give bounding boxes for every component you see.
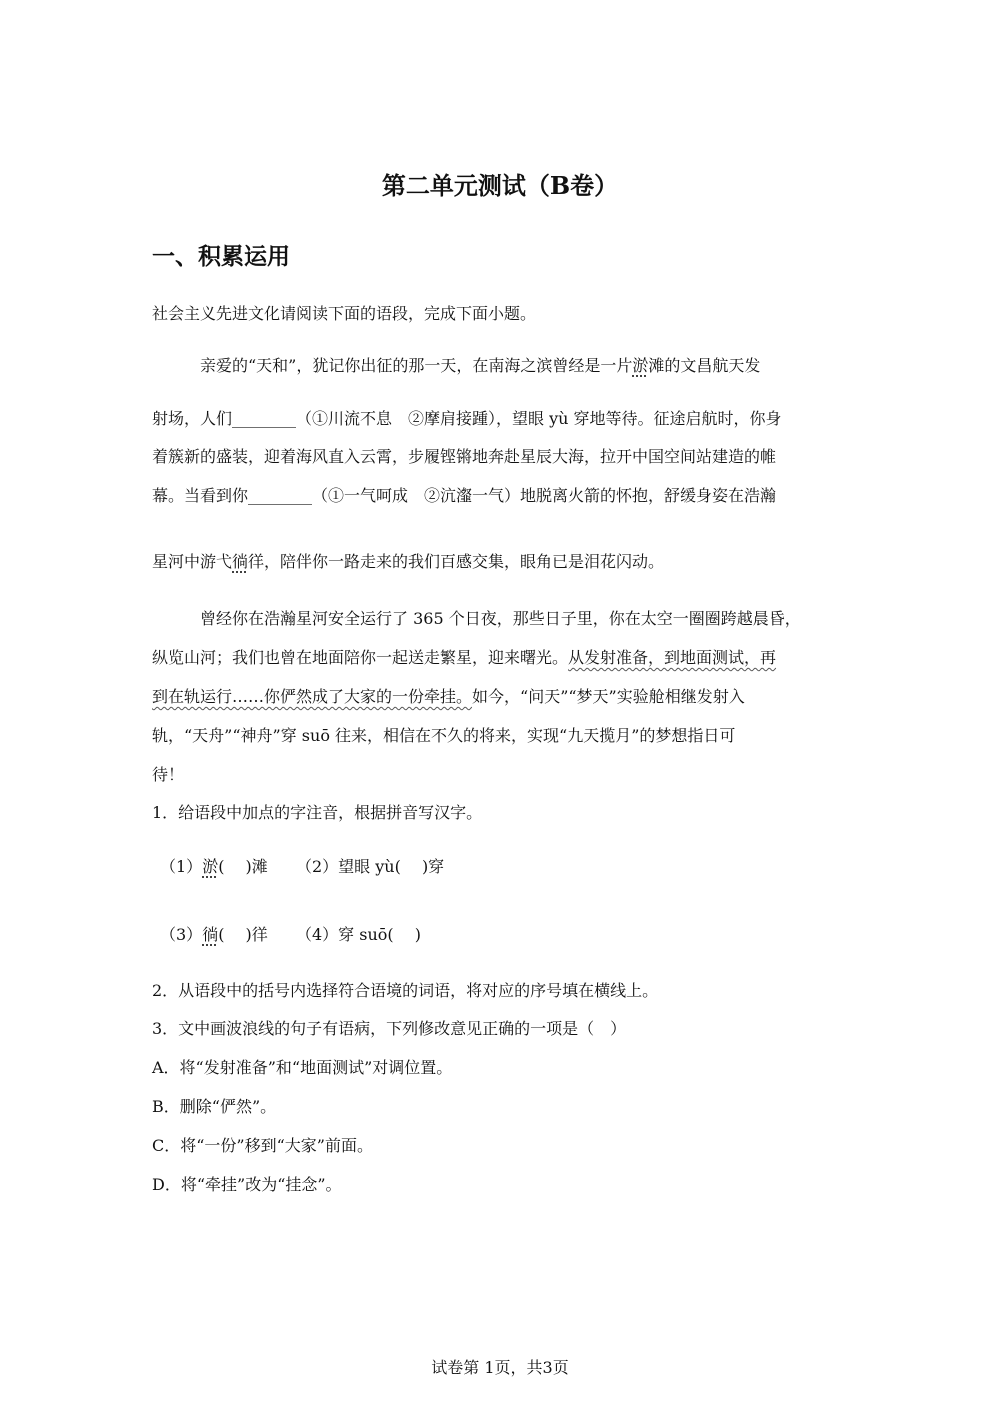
dotted-char: 淤 [632,356,649,375]
passage-line: 曾经你在浩瀚星河安全运行了 365 个日夜，那些日子里，你在太空一圈圈跨越晨昏， [200,609,801,628]
passage-line: 星河中游弋徜徉，陪伴你一路走来的我们百感交集，眼角已是泪花闪动。 [152,552,665,571]
passage-line: 幕。当看到你________（①一气呵成 ②沆瀣一气）地脱离火箭的怀抱，舒缓身姿在浩瀚 [152,486,777,505]
question-2: 2．从语段中的括号内选择符合语境的词语，将对应的序号填在横线上。 [152,981,659,1000]
dotted-char: 徜 [232,552,249,571]
q1-item-1: （1）淤( )滩 [160,857,268,876]
wavy-sentence: 从发射准备，到地面测试，再 [568,648,777,667]
option-d: D．将“牵挂”改为“挂念”。 [152,1175,342,1194]
passage-line: 亲爱的“天和”，犹记你出征的那一天，在南海之滨曾经是一片淤滩的文昌航天发 [200,356,761,375]
page-footer: 试卷第 1页，共3页 [431,1358,569,1377]
intro-text: 社会主义先进文化请阅读下面的语段，完成下面小题。 [152,304,537,323]
passage-line: 着簇新的盛装，迎着海风直入云霄，步履铿锵地奔赴星辰大海，拉开中国空间站建造的帷 [152,447,777,466]
q1-item-4: （4）穿 suō( ) [296,925,421,944]
page-title: 第二单元测试（B卷） [381,171,619,200]
wavy-sentence: 到在轨运行……你俨然成了大家的一份牵挂。 [152,687,473,706]
passage-line: 待！ [152,765,185,784]
option-b: B．删除“俨然”。 [152,1097,277,1116]
dotted-char: 徜 [202,925,219,944]
option-a: A．将“发射准备”和“地面测试”对调位置。 [152,1058,453,1077]
passage-line: 射场，人们________（①川流不息 ②摩肩接踵），望眼 yù 穿地等待。征途启航时，你身 [152,409,782,428]
question-1: 1．给语段中加点的字注音，根据拼音写汉字。 [152,803,483,822]
question-3: 3．文中画波浪线的句子有语病，下列修改意见正确的一项是（ ） [152,1019,627,1038]
passage-line: 到在轨运行……你俨然成了大家的一份牵挂。如今，“问天”“梦天”实验舱相继发射入 [152,687,745,706]
passage-line: 轨，“天舟”“神舟”穿 suō 往来，相信在不久的将来，实现“九天揽月”的梦想指日可 [152,726,736,745]
option-c: C．将“一份”移到“大家”前面。 [152,1136,373,1155]
q1-item-2: （2）望眼 yù( )穿 [296,857,445,876]
dotted-char: 淤 [202,857,219,876]
passage-line: 纵览山河；我们也曾在地面陪你一起送走繁星，迎来曙光。从发射准备，到地面测试，再 [152,648,777,667]
section-heading: 一、积累运用 [152,243,290,270]
q1-item-3: （3）徜( )徉 [160,925,268,944]
